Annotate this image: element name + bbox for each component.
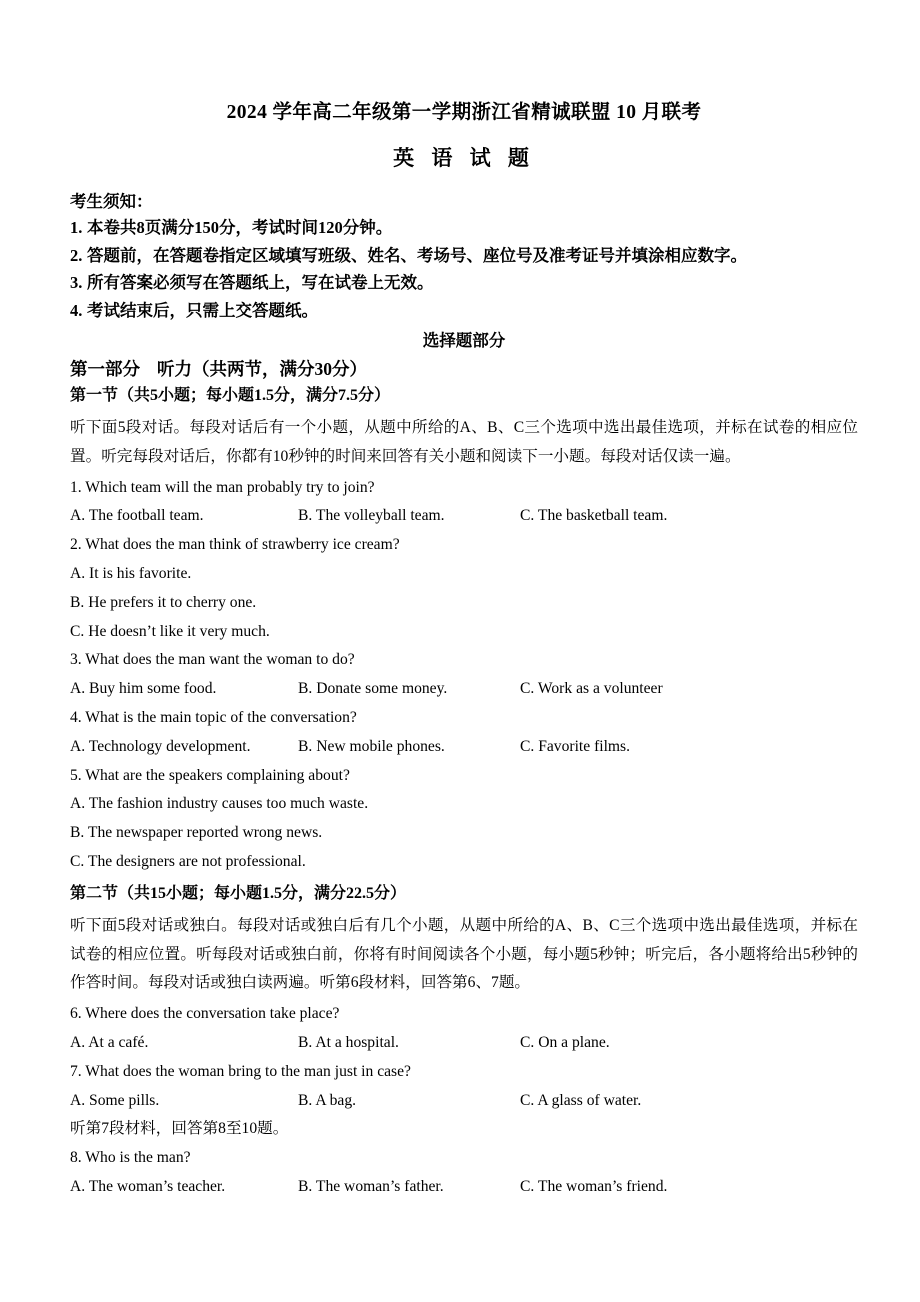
option-c[interactable]: C. On a plane.: [520, 1034, 610, 1052]
option-a[interactable]: A. At a café.: [70, 1034, 149, 1052]
part-one-detail: 听力（共两节，满分30分）: [157, 358, 367, 379]
section-one-instruction: 听下面5段对话。每段对话后有一个小题，从题中所给的A、B、C三个选项中选出最佳选项，并标在试卷的相应位置。听完每段对话后，你都有10秒钟的时间来回答有关小题和阅读下一小题。每段对话仅读一遍。: [70, 419, 858, 465]
notice-item-number: 1.: [70, 218, 83, 238]
option-a[interactable]: A. Technology development.: [70, 737, 251, 755]
question-options-row: [70, 1087, 858, 1116]
option-a[interactable]: A. The football team.: [70, 507, 204, 525]
option-a[interactable]: A. The woman’s teacher.: [70, 1178, 226, 1195]
option-c[interactable]: C. The woman’s friend.: [520, 1178, 668, 1195]
option-c[interactable]: C. The designers are not professional.: [70, 853, 306, 871]
option-c[interactable]: C. Favorite films.: [520, 737, 631, 755]
question-stem: 1. Which team will the man probably try to join?: [70, 478, 375, 496]
option-a[interactable]: A. The fashion industry causes too much waste.: [70, 795, 369, 813]
option-a[interactable]: A. It is his favorite.: [70, 565, 192, 583]
part-one-label: 第一部分: [70, 358, 140, 379]
notice-item: [70, 275, 858, 292]
page-title: 2024 学年高二年级第一学期浙江省精诚联盟 10 月联考: [226, 102, 702, 123]
notice-item-text: 所有答案必须写在答题纸上，写在试卷上无效。: [87, 273, 434, 293]
candidate-notice-block: [70, 191, 858, 320]
option-b[interactable]: B. The woman’s father.: [298, 1178, 444, 1195]
question-stem: 6. Where does the conversation take place?: [70, 1005, 340, 1023]
option-b[interactable]: B. The volleyball team.: [298, 507, 445, 525]
notice-item-number: 4.: [70, 300, 83, 320]
notice-heading: 考生须知：: [70, 191, 153, 211]
listening-material-note: 听第7段材料，回答第8至10题。: [70, 1120, 289, 1138]
question-options-row: [70, 675, 858, 704]
notice-item-text: 考试结束后，只需上交答题纸。: [87, 300, 318, 320]
notice-item-number: 3.: [70, 273, 83, 293]
multiple-choice-part-banner: 选择题部分: [422, 331, 506, 351]
section-one-heading: 第一节（共5小题；每小题1.5分，满分7.5分）: [70, 387, 391, 405]
notice-item-text: 本卷共8页满分150分，考试时间120分钟。: [87, 218, 393, 238]
page-subtitle: 英 语 试 题: [393, 146, 535, 171]
option-a[interactable]: A. Some pills.: [70, 1091, 160, 1109]
question-stem: 4. What is the main topic of the conversation?: [70, 709, 357, 727]
option-a[interactable]: A. Buy him some food.: [70, 680, 217, 698]
notice-item: [70, 245, 858, 265]
question-options-row: [70, 502, 858, 531]
notice-item-text: 答题前，在答题卷指定区域填写班级、姓名、考场号、座位号及准考证号并填涂相应数字。: [87, 245, 747, 265]
option-b[interactable]: B. Donate some money.: [298, 680, 448, 698]
notice-item: [70, 220, 858, 237]
option-b[interactable]: B. New mobile phones.: [298, 737, 445, 755]
part-one-heading: [70, 358, 858, 379]
question-stem: 2. What does the man think of strawberry ice cream?: [70, 536, 400, 554]
option-b[interactable]: B. The newspaper reported wrong news.: [70, 824, 323, 842]
option-c[interactable]: C. Work as a volunteer: [520, 680, 663, 698]
question-stem: 3. What does the man want the woman to do?: [70, 651, 355, 669]
option-b[interactable]: B. A bag.: [298, 1091, 357, 1109]
option-c[interactable]: C. A glass of water.: [520, 1091, 642, 1109]
question-stem: 5. What are the speakers complaining about?: [70, 766, 350, 784]
notice-item-number: 2.: [70, 245, 83, 265]
section-two-instruction: 听下面5段对话或独白。每段对话或独白后有几个小题，从题中所给的A、B、C三个选项中选出最佳选项，并标在试卷的相应位置。听每段对话或独白前，你将有时间阅读各个小题，每小题5秒钟；听完后，各小题将给出5秒钟的作答时间。每段对话或独白读两遍。听第6段材料，回答第6、7题。: [70, 916, 858, 992]
option-b[interactable]: B. He prefers it to cherry one.: [70, 593, 257, 611]
question-options-row: [70, 733, 858, 762]
question-stem: 8. Who is the man?: [70, 1149, 191, 1167]
option-c[interactable]: C. He doesn’t like it very much.: [70, 622, 270, 640]
question-stem: 7. What does the woman bring to the man just in case?: [70, 1062, 411, 1080]
question-options-row: [70, 1029, 858, 1058]
section-two-heading: 第二节（共15小题；每小题1.5分，满分22.5分）: [70, 884, 407, 902]
option-b[interactable]: B. At a hospital.: [298, 1034, 399, 1052]
option-c[interactable]: C. The basketball team.: [520, 507, 668, 525]
question-options-row: [70, 1173, 858, 1202]
notice-item: [70, 300, 858, 320]
